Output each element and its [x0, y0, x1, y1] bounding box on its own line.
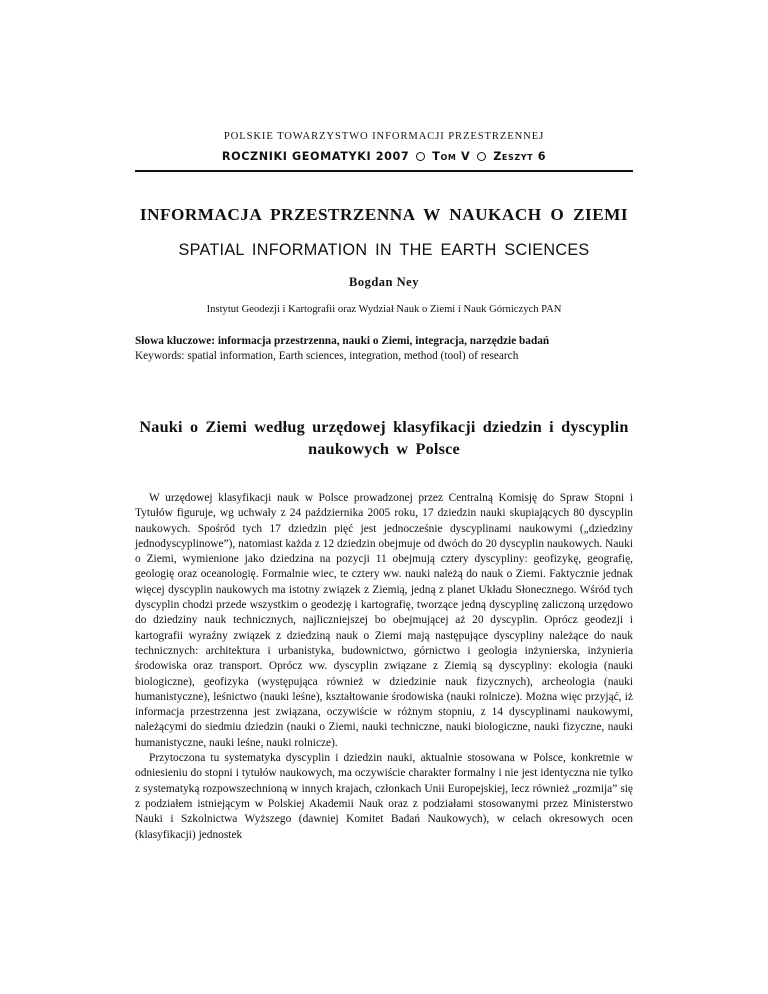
keywords-en: Keywords: spatial information, Earth sciences, integration, method (tool) of research: [135, 350, 519, 362]
keywords-pl: Słowa kluczowe: informacja przestrzenna, nauki o Ziemi, integracja, narzędzie badań: [135, 335, 550, 347]
article-title-en: SPATIAL INFORMATION IN THE EARTH SCIENCES: [178, 241, 590, 259]
paragraph: W urzędowej klasyfikacji nauk w Polsce prowadzonej przez Centralną Komisję do Spraw Stopni i Tytułów figuruje, wg uchwały z 24 października 2005 roku, 17 dziedzin nauki skupiających 80 dyscyplin naukowych. Spośród tych 17 dziedzin pięć jest jednocześnie dyscyplinami naukowymi („dziedziny jednodyscyplinowe”), natomiast każda z 12 dziedzin obejmuje od dwóch do 20 dyscyplin naukowych. Nauki o Ziemi, wymienione jako dziedzina na pozycji 11 obejmują cztery dyscypliny: geofizykę, geografię, geologię oraz oceanologię. Formalnie wiec, te cztery ww. nauki należą do nauk o Ziemi. Faktycznie jednak więcej dyscyplin naukowych ma istotny związek z Ziemią, jedną z planet Układu Słonecznego. Wśród tych dyscyplin chodzi przede wszystkim o geodezję i kartografię, tworzące jedną dyscyplinę zaliczoną urzędowo do dziedziny nauk technicznych, najliczniejszej bo obejmującej aż 20 dyscyplin. Oprócz geodezji i kartografii wyraźny związek z dziedziną nauk o Ziemi mają następujące dyscypliny należące do nauk technicznych: architektura i urbanistyka, budownictwo, górnictwo i geologia inżynierska, inżynieria środowiska oraz transport. Oprócz ww. dyscyplin związane z Ziemią są dyscypliny: ekologia (nauki biologiczne), geofizyka (występująca również w dziedzinie nauk fizycznych), archeologia (nauki humanistyczne), leśnictwo (nauki leśne), kształtowanie środowiska (nauki rolnicze). Można więc przyjąć, iż informacja przestrzenna jest związana, oczywiście w różnym stopniu, z 14 dyscyplinami naukowymi, należącymi do siedmiu dziedzin (nauki o Ziemi, nauki techniczne, nauki biologiczne, nauki fizyczne, nauki humanistyczne, nauki leśne, nauki rolnicze).: [135, 492, 633, 749]
keywords-block: [135, 334, 633, 364]
journal-name: ROCZNIKI GEOMATYKI 2007: [221, 150, 410, 163]
volume-label: Tom V: [432, 150, 471, 163]
author-affiliation: Instytut Geodezji i Kartografii oraz Wydział Nauk o Ziemi i Nauk Górniczych PAN: [206, 304, 562, 315]
header-divider: [135, 170, 633, 172]
body-text: [135, 491, 633, 843]
author-name: Bogdan Ney: [349, 275, 419, 289]
issue-label: Zeszyt 6: [493, 150, 547, 163]
bullet-circle-icon: [477, 152, 486, 161]
bullet-circle-icon: [416, 152, 425, 161]
article-title-pl: INFORMACJA PRZESTRZENNA W NAUKACH O ZIEMI: [139, 205, 629, 224]
paragraph: Przytoczona tu systematyka dyscyplin i dziedzin nauki, aktualnie stosowana w Polsce, konkretnie w odniesieniu do stopni i tytułów naukowych, ma oczywiście charakter formalny i nie jest identyczna nie tylko z systematyką rozpowszechnioną w innych krajach, członkach Unii Europejskiej, lecz również „rozmija” się z podziałem istniejącym w Polskiej Akademii Nauk oraz z podziałami stosowanymi przez Ministerstwo Nauki i Szkolnictwa Wyższego (dawniej Komitet Badań Naukowych), w celach okresowych ocen (klasyfikacji) jednostek: [135, 752, 633, 841]
society-name: POLSKIE TOWARZYSTWO INFORMACJI PRZESTRZENNEJ: [223, 131, 545, 142]
section-heading: Nauki o Ziemi według urzędowej klasyfikacji dziedzin i dyscyplin naukowych w Polsce: [139, 418, 629, 458]
journal-header: [135, 130, 633, 164]
journal-info-line: [135, 149, 633, 164]
